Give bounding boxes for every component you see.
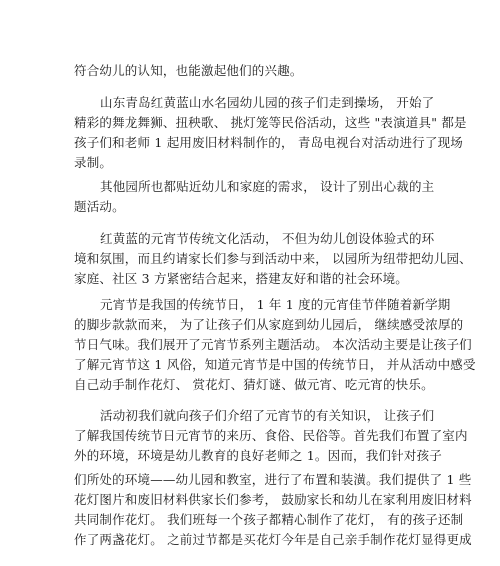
text-line: 了解我国传统节日元宵节的来历、食俗、民俗等。首先我们布置了室内 bbox=[74, 428, 468, 443]
text-line: 共同制作花灯。 我们班每一个孩子都精心制作了花灯， 有的孩子还制 bbox=[74, 512, 464, 527]
paragraph-3 bbox=[74, 177, 435, 217]
text-line: 精彩的舞龙舞狮、扭秧歌、 挑灯笼等民俗活动，这些 "表演道具" 都是 bbox=[74, 115, 467, 130]
text-line: 家庭、社区 3 方紧密结合起来，搭建友好和谐的社会环境。 bbox=[74, 271, 409, 286]
text-line: 录制。 bbox=[74, 155, 113, 170]
text-line: 花灯图片和废旧材料供家长们参考， 鼓励家长和幼儿在家利用废旧材料 bbox=[74, 492, 472, 507]
paragraph-2 bbox=[74, 93, 467, 173]
text-line: 的脚步款款而来， 为了让孩子们从家庭到幼儿园后， 继续感受浓厚的 bbox=[74, 317, 464, 332]
text-line: 活动初我们就向孩子们介绍了元宵节的有关知识， 让孩子们 bbox=[100, 408, 435, 423]
text-line: 作了两盏花灯。 之前过节都是买花灯今年是自己亲手制作花灯显得更成 bbox=[74, 532, 472, 547]
text-line: 境和氛围，而且约请家长们参与到活动中来， 以园所为纽带把幼儿园、 bbox=[74, 251, 472, 266]
text-line: 外的环境，环境是幼儿教育的良好老师之 1。因而，我们针对孩子 bbox=[74, 448, 442, 463]
text-line: 题活动。 bbox=[74, 199, 125, 214]
text-line: 们所处的环境——幼儿园和教室，进行了布置和装潢。我们提供了 1 些 bbox=[74, 472, 472, 487]
text-line: 其他园所也都贴近幼儿和家庭的需求， 设计了别出心裁的主 bbox=[100, 179, 435, 194]
text-line: 山东青岛红黄蓝山水名园幼儿园的孩子们走到操场， 开始了 bbox=[100, 95, 435, 110]
paragraph-5 bbox=[74, 295, 476, 395]
text-line: 元宵节是我国的传统节日， 1 年 1 度的元宵佳节伴随着新学期 bbox=[100, 297, 451, 312]
paragraph-4 bbox=[74, 229, 472, 289]
text-line: 节日气味。我们展开了元宵节系列主题活动。 本次活动主要是让孩子们 bbox=[74, 337, 472, 352]
text-line: 符合幼儿的认知，也能激起他们的兴趣。 bbox=[74, 63, 303, 78]
text-line: 红黄蓝的元宵节传统文化活动， 不但为幼儿创设体验式的环 bbox=[100, 231, 435, 246]
text-line: 了解元宵节这 1 风俗，知道元宵节是中国的传统节日， 并从活动中感受 bbox=[74, 357, 476, 372]
text-line: 孩子们和老师 1 起用废旧材料制作的， 青岛电视台对活动进行了现场 bbox=[74, 135, 463, 150]
paragraph-1 bbox=[74, 61, 426, 81]
paragraph-6 bbox=[74, 406, 472, 550]
text-line: 自己动手制作花灯、 赏花灯、猜灯谜、做元宵、吃元宵的快乐。 bbox=[74, 377, 434, 392]
